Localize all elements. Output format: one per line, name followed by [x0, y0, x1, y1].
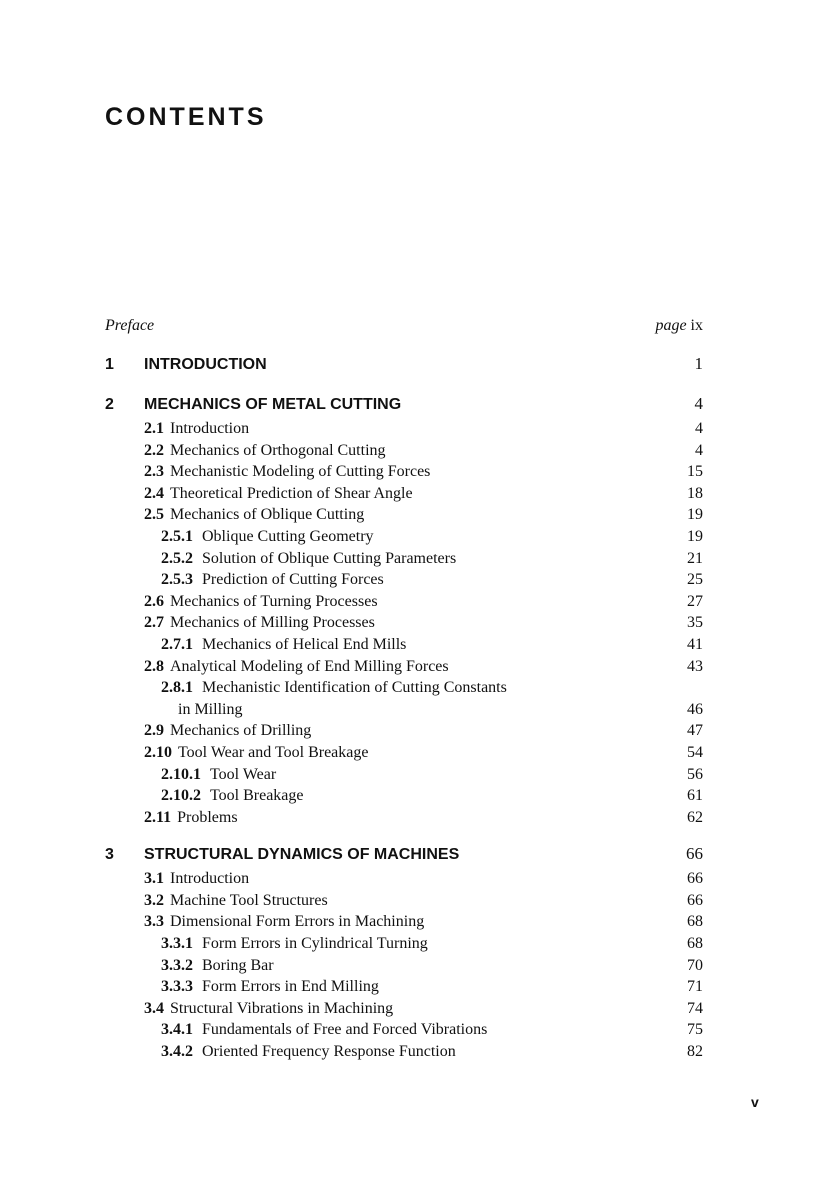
- section-number: 3.3.2: [161, 956, 193, 974]
- section-title: Mechanics of Oblique Cutting: [170, 506, 365, 524]
- section-page: 66: [687, 870, 703, 888]
- section-number: 2.10.1: [161, 765, 201, 783]
- toc-section-entry[interactable]: [105, 785, 703, 807]
- section-page: 41: [687, 635, 703, 653]
- section-title: Structural Vibrations in Machining: [170, 999, 394, 1017]
- section-number: 3.4.2: [161, 1043, 193, 1061]
- section-number: 3.4: [144, 999, 164, 1017]
- toc-section-entry[interactable]: [105, 569, 703, 591]
- toc-section-entry[interactable]: [105, 504, 703, 526]
- toc-section-entry[interactable]: [105, 890, 703, 912]
- section-number: 3.2: [144, 891, 164, 909]
- toc-section-entry[interactable]: [105, 720, 703, 742]
- toc-section-entry[interactable]: [105, 1019, 703, 1041]
- section-page: 74: [687, 999, 703, 1017]
- section-title: Mechanics of Milling Processes: [170, 614, 375, 632]
- toc-section-entry[interactable]: [105, 526, 703, 548]
- section-title: Machine Tool Structures: [170, 891, 328, 909]
- toc-section-entry[interactable]: [105, 591, 703, 613]
- toc-entry-preface[interactable]: [105, 314, 703, 338]
- table-of-contents: [105, 314, 703, 1063]
- page-number: v: [751, 1094, 759, 1110]
- section-page: 62: [687, 808, 703, 826]
- chapter-2-sections: [105, 418, 703, 828]
- section-number: 2.8: [144, 657, 164, 675]
- section-number: 2.7.1: [161, 635, 193, 653]
- section-title: Tool Wear and Tool Breakage: [178, 743, 369, 761]
- section-number: 3.3: [144, 913, 164, 931]
- toc-section-entry[interactable]: [105, 976, 703, 998]
- section-title: Dimensional Form Errors in Machining: [170, 913, 425, 931]
- chapter-page: 4: [694, 394, 703, 413]
- section-page: 75: [687, 1021, 703, 1039]
- toc-section-entry[interactable]: [105, 656, 703, 678]
- section-number: 2.3: [144, 463, 164, 481]
- toc-section-entry[interactable]: [105, 998, 703, 1020]
- section-number: 2.8.1: [161, 679, 193, 697]
- section-page: 27: [687, 592, 703, 610]
- section-title: Form Errors in Cylindrical Turning: [202, 935, 428, 953]
- section-page: 54: [687, 743, 703, 761]
- section-number: 3.3.1: [161, 935, 193, 953]
- toc-section-entry[interactable]: [105, 418, 703, 440]
- section-page: 15: [687, 463, 703, 481]
- section-number: 2.6: [144, 592, 164, 610]
- toc-entry-title: Preface: [105, 317, 155, 334]
- section-page: 70: [687, 956, 703, 974]
- section-title: Oblique Cutting Geometry: [202, 527, 374, 545]
- page-label: page: [655, 317, 687, 334]
- section-page: 19: [687, 527, 703, 545]
- toc-section-entry[interactable]: [105, 677, 703, 699]
- chapter-number: 3: [105, 846, 114, 864]
- section-title: Introduction: [170, 870, 250, 888]
- section-number: 2.7: [144, 614, 164, 632]
- section-number: 3.3.3: [161, 978, 193, 996]
- toc-section-entry[interactable]: [105, 548, 703, 570]
- section-title: Oriented Frequency Response Function: [202, 1043, 456, 1061]
- toc-section-entry[interactable]: [105, 911, 703, 933]
- section-page: 4: [695, 441, 703, 459]
- section-page: 71: [687, 978, 703, 996]
- section-number: 2.5.3: [161, 571, 193, 589]
- toc-section-entry[interactable]: [105, 483, 703, 505]
- section-page: 56: [687, 765, 703, 783]
- section-title: Form Errors in End Milling: [202, 978, 379, 996]
- section-title: Introduction: [170, 420, 250, 437]
- toc-section-entry[interactable]: [105, 1041, 703, 1063]
- section-number: 2.11: [144, 808, 172, 826]
- section-title: Analytical Modeling of End Milling Forces: [170, 657, 449, 675]
- section-page: 4: [695, 420, 703, 437]
- toc-section-entry[interactable]: [105, 955, 703, 977]
- section-title: Tool Wear: [210, 765, 277, 783]
- section-title: Mechanics of Helical End Mills: [202, 635, 407, 653]
- toc-section-entry[interactable]: [105, 807, 703, 829]
- section-page: 68: [687, 913, 703, 931]
- section-page: 43: [687, 657, 703, 675]
- section-number: 2.10: [144, 743, 172, 761]
- section-title: Tool Breakage: [210, 787, 304, 805]
- section-title: Fundamentals of Free and Forced Vibrations: [202, 1021, 488, 1039]
- chapter-number: 2: [105, 396, 114, 413]
- section-title: Theoretical Prediction of Shear Angle: [170, 484, 413, 502]
- chapter-3-sections: [105, 868, 703, 1062]
- chapter-title: MECHANICS OF METAL CUTTING: [144, 396, 402, 413]
- toc-section-continuation[interactable]: [105, 699, 703, 721]
- section-number: 2.5.1: [161, 527, 193, 545]
- toc-chapter-2[interactable]: [105, 392, 703, 416]
- section-title: Boring Bar: [202, 956, 274, 974]
- section-page: 35: [687, 614, 703, 632]
- page-title: CONTENTS: [105, 103, 267, 131]
- section-number: 2.10.2: [161, 787, 201, 805]
- section-number: 2.4: [144, 484, 164, 502]
- section-page: 82: [687, 1043, 703, 1061]
- toc-chapter-3[interactable]: [105, 842, 703, 866]
- section-title-continuation: in Milling: [178, 700, 243, 718]
- section-page: 19: [687, 506, 703, 524]
- chapter-number: 1: [105, 356, 114, 373]
- toc-section-entry[interactable]: [105, 742, 703, 764]
- section-page: 68: [687, 935, 703, 953]
- toc-section-entry[interactable]: [105, 933, 703, 955]
- section-title: Problems: [177, 808, 238, 826]
- section-page: 25: [687, 571, 703, 589]
- section-title: Mechanistic Modeling of Cutting Forces: [170, 463, 431, 481]
- section-number: 3.1: [144, 870, 164, 888]
- section-number: 2.9: [144, 722, 164, 740]
- section-title: Solution of Oblique Cutting Parameters: [202, 549, 457, 567]
- section-title: Mechanistic Identification of Cutting Constants: [202, 679, 507, 697]
- chapter-title: STRUCTURAL DYNAMICS OF MACHINES: [144, 846, 460, 864]
- chapter-title: INTRODUCTION: [144, 356, 267, 373]
- toc-section-entry[interactable]: [105, 461, 703, 483]
- section-page: 66: [687, 891, 703, 909]
- toc-section-entry[interactable]: [105, 868, 703, 890]
- section-title: Prediction of Cutting Forces: [202, 571, 384, 589]
- section-title: Mechanics of Turning Processes: [170, 592, 378, 610]
- section-page: 47: [687, 722, 703, 740]
- section-title: Mechanics of Drilling: [170, 722, 312, 740]
- toc-entry-page: ix: [690, 317, 703, 334]
- section-number: 2.5: [144, 506, 164, 524]
- section-number: 2.1: [144, 420, 164, 437]
- section-number: 3.4.1: [161, 1021, 193, 1039]
- toc-section-entry[interactable]: [105, 612, 703, 634]
- section-number: 2.5.2: [161, 549, 193, 567]
- section-number: 2.2: [144, 441, 164, 459]
- section-page: 21: [687, 549, 703, 567]
- toc-section-entry[interactable]: [105, 764, 703, 786]
- section-title: Mechanics of Orthogonal Cutting: [170, 441, 386, 459]
- chapter-page: 66: [686, 844, 703, 864]
- section-page: 46: [687, 700, 703, 718]
- section-page: 61: [687, 787, 703, 805]
- chapter-page: 1: [694, 354, 703, 373]
- toc-section-entry[interactable]: [105, 440, 703, 462]
- toc-section-entry[interactable]: [105, 634, 703, 656]
- section-page: 18: [687, 484, 703, 502]
- toc-chapter-1[interactable]: [105, 352, 703, 376]
